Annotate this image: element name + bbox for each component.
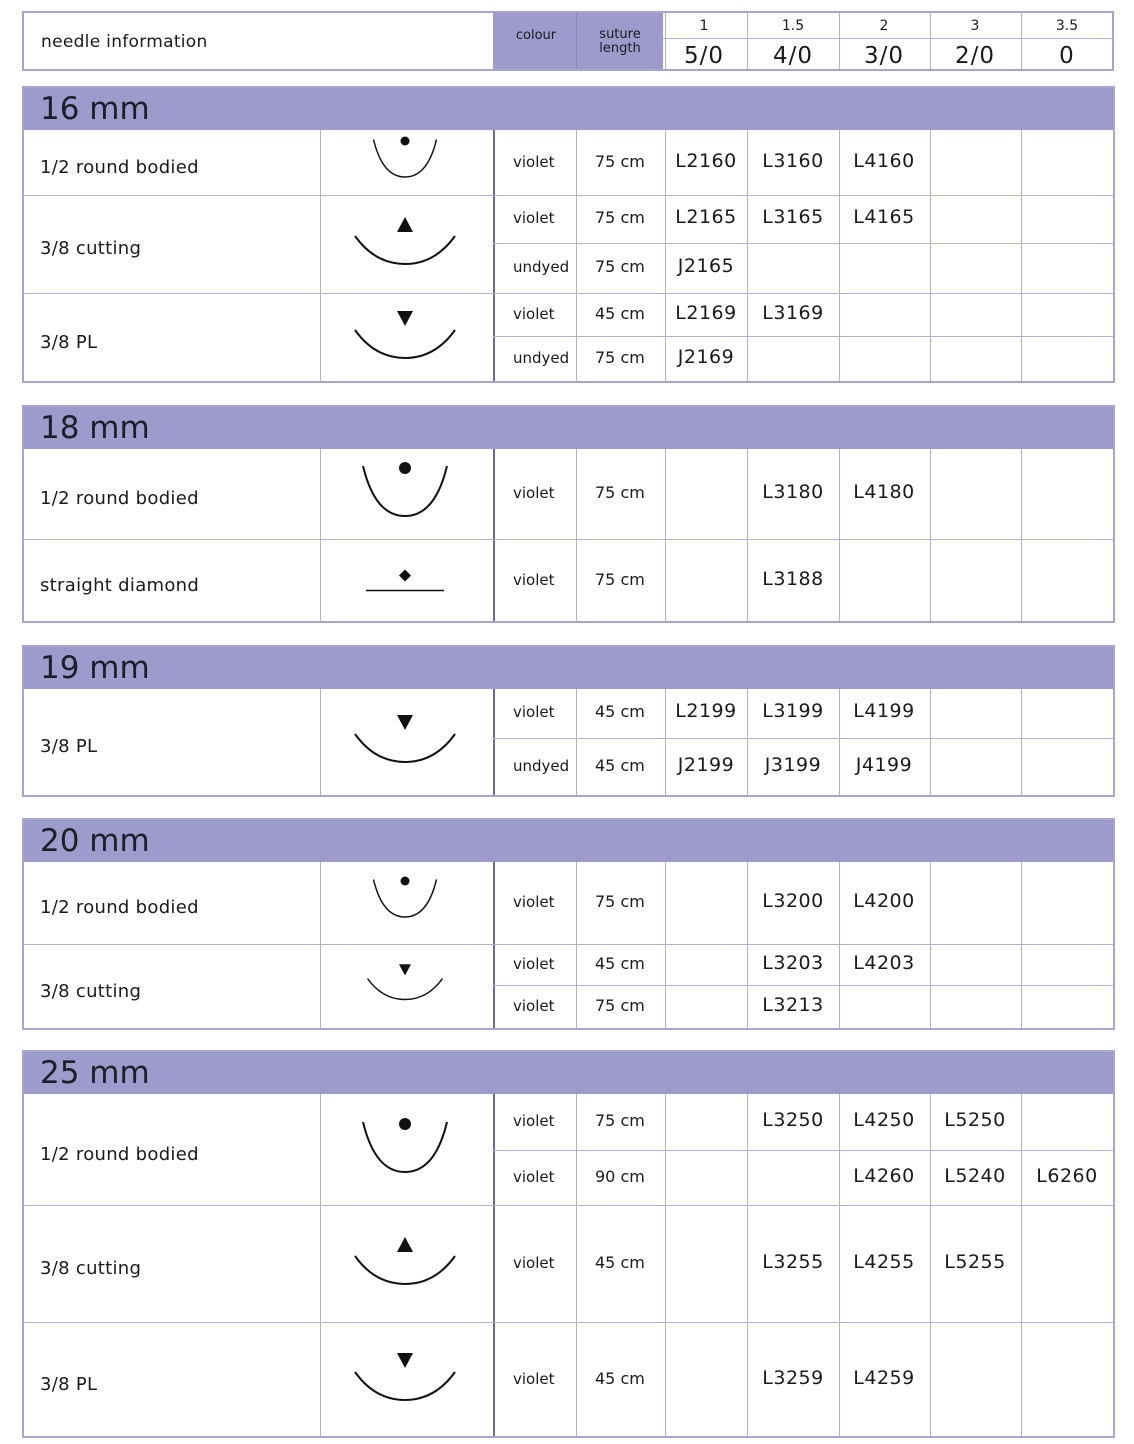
suture-colour: violet [513,152,555,171]
needle-type-label: 3/8 cutting [40,238,142,259]
needle-shape [345,452,465,536]
product-code: J2199 [677,754,735,776]
product-code: L4160 [853,149,915,172]
straight-diamond-needle-icon [360,547,450,607]
product-code: L2199 [675,700,737,722]
suture-length: 75 cm [595,891,645,911]
round-bodied-needle-icon [360,129,450,189]
size-metric-label: 3.5 [1055,18,1079,34]
colour-header: colour [515,28,557,43]
product-code: L4203 [853,951,915,974]
size-usp-label: 4/0 [772,43,814,69]
reverse-cutting-needle-icon [360,953,450,1013]
product-code: L3203 [762,951,824,974]
needle-type-label: straight diamond [40,574,200,596]
needle-information-label: needle information [41,32,208,52]
product-code: L4255 [853,1250,915,1273]
product-code: L4259 [853,1366,915,1389]
reverse-cutting-needle-icon [345,1338,465,1418]
suture-length: 45 cm [595,702,645,721]
section-header-band [24,407,1113,449]
product-code: L2169 [675,301,737,324]
product-code: J3199 [764,754,822,776]
suture-length: 75 cm [595,1111,645,1130]
product-code: L3213 [762,994,824,1016]
size-metric-label: 1 [699,18,709,34]
size-metric-label: 1.5 [781,18,805,34]
suture-length-header: suture length [599,27,641,56]
suture-colour: violet [513,703,555,721]
needle-type-label: 3/8 PL [40,331,98,353]
suture-colour: violet [513,892,555,911]
product-code: L2165 [675,206,737,228]
suture-length: 75 cm [595,208,645,227]
section-title: 16 mm [40,91,150,127]
product-code: L6260 [1036,1164,1098,1187]
suture-length: 75 cm [595,257,645,276]
product-code: L5240 [944,1164,1006,1187]
product-code: L4200 [853,889,915,912]
suture-colour: violet [513,1369,555,1388]
suture-length: 45 cm [595,1252,645,1272]
product-code: L3259 [762,1366,824,1389]
needle-size-section [22,86,1115,383]
round-bodied-needle-icon [345,452,465,532]
product-code: L4165 [853,206,915,228]
size-usp-label: 3/0 [863,43,905,69]
section-header-band [24,820,1113,862]
product-code: L3165 [762,206,824,228]
needle-type-label: 3/8 cutting [40,1257,142,1279]
product-code: L4180 [853,480,915,503]
suture-length: 45 cm [595,756,645,775]
section-header-band [24,88,1113,130]
suture-colour: undyed [513,757,570,775]
product-code: L5255 [944,1250,1006,1273]
product-code: L3199 [762,700,824,722]
product-code: L3250 [762,1109,824,1131]
product-code: L3169 [762,301,824,324]
needle-shape [360,129,450,193]
suture-length: 75 cm [595,348,645,367]
suture-length: 90 cm [595,1166,645,1186]
needle-type-label: 3/8 PL [40,1373,98,1395]
needle-type-label: 1/2 round bodied [40,1143,199,1165]
section-header-band [24,647,1113,689]
section-header-band [24,1052,1113,1094]
suture-length: 75 cm [595,569,645,589]
suture-length: 75 cm [595,996,645,1015]
product-code: L3200 [762,889,824,912]
product-code: L4199 [853,700,915,722]
needle-shape [345,700,465,784]
product-code: L4260 [853,1164,915,1187]
needle-shape [360,869,450,933]
needle-shape [345,202,465,286]
reverse-cutting-needle-icon [345,296,465,376]
product-code: L3188 [762,567,824,590]
needle-size-section [22,818,1115,1030]
needle-size-section [22,645,1115,797]
round-bodied-needle-icon [360,869,450,929]
size-usp-label: 2/0 [954,43,996,69]
needle-shape [345,296,465,380]
suture-colour: violet [513,1253,555,1272]
section-title: 25 mm [40,1055,150,1091]
suture-colour: violet [513,483,555,502]
section-title: 20 mm [40,823,150,859]
needle-size-section [22,405,1115,623]
needle-type-label: 1/2 round bodied [40,896,199,918]
suture-colour: violet [513,304,555,323]
cutting-needle-icon [345,202,465,282]
product-code: J2165 [677,255,735,277]
suture-colour: violet [513,954,555,973]
suture-colour: violet [513,570,555,589]
section-title: 19 mm [40,650,150,686]
cutting-needle-icon [345,1222,465,1302]
product-code: L3255 [762,1250,824,1273]
needle-shape [345,1108,465,1192]
product-code: J2169 [677,346,735,368]
section-title: 18 mm [40,410,150,446]
size-header [22,11,1114,71]
suture-colour: undyed [513,349,570,367]
product-code: L3160 [762,149,824,172]
suture-colour: violet [513,1167,555,1186]
product-code: J4199 [855,754,913,776]
needle-type-label: 1/2 round bodied [40,487,199,509]
size-usp-label: 5/0 [683,43,725,69]
product-code: L4250 [853,1109,915,1131]
size-usp-label: 0 [1059,43,1075,69]
round-bodied-needle-icon [345,1108,465,1188]
needle-shape [345,1222,465,1306]
suture-length: 45 cm [595,1368,645,1388]
product-code: L5250 [944,1109,1006,1131]
needle-size-section [22,1050,1115,1438]
needle-type-label: 3/8 PL [40,736,98,757]
suture-length: 75 cm [595,482,645,502]
suture-length: 45 cm [595,303,645,323]
suture-length: 45 cm [595,953,645,973]
needle-shape [360,953,450,1017]
needle-type-label: 3/8 cutting [40,980,142,1002]
suture-colour: violet [513,1112,555,1130]
needle-shape [345,1338,465,1422]
size-metric-label: 2 [879,18,889,34]
suture-length: 75 cm [595,151,645,171]
needle-shape [360,547,450,611]
size-metric-label: 3 [970,18,980,34]
suture-colour: undyed [513,258,570,276]
suture-colour: violet [513,997,555,1015]
reverse-cutting-needle-icon [345,700,465,780]
product-code: L2160 [675,149,737,172]
needle-type-label: 1/2 round bodied [40,156,199,178]
product-code: L3180 [762,480,824,503]
suture-colour: violet [513,209,555,227]
